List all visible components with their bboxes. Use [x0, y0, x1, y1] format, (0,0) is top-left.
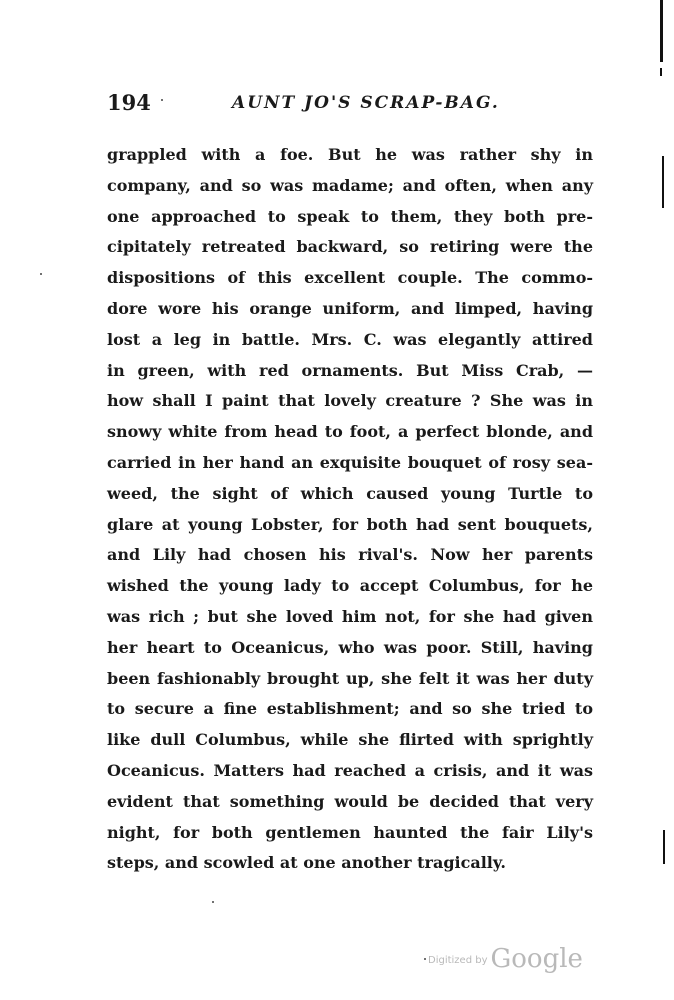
- page-edge-mark: [662, 156, 664, 208]
- page-number: 194: [107, 90, 151, 115]
- text-line: to secure a fine establishment; and so she tried to: [107, 699, 593, 719]
- running-head: AUNT JO'S SCRAP-BAG.: [232, 93, 500, 113]
- text-line: grappled with a foe. But he was rather shy in: [107, 145, 593, 164]
- text-line: like dull Columbus, while she flirted with sprightly: [107, 730, 593, 750]
- text-line: night, for both gentlemen haunted the fair Lily's: [107, 822, 593, 842]
- body-text: [107, 140, 593, 879]
- text-line: glare at young Lobster, for both had sent bouquets,: [107, 514, 593, 534]
- digitized-by-google-watermark: [428, 944, 583, 974]
- watermark-prefix: Digitized by: [428, 955, 488, 966]
- page-edge-mark: [660, 0, 663, 62]
- text-line: dore wore his orange uniform, and limped, having: [107, 298, 593, 318]
- scan-speck: [161, 99, 163, 101]
- text-line: her heart to Oceanicus, who was poor. Still, having: [107, 637, 593, 657]
- text-line: one approached to speak to them, they both pre-: [107, 206, 593, 226]
- text-line: evident that something would be decided that very: [107, 791, 593, 811]
- text-line: been fashionably brought up, she felt it was her duty: [107, 668, 593, 688]
- text-line: was rich ; but she loved him not, for she had given: [107, 606, 593, 626]
- google-logo-text: Google: [490, 944, 583, 974]
- text-line: snowy white from head to foot, a perfect blonde, and: [107, 422, 593, 442]
- text-line: wished the young lady to accept Columbus, for he: [107, 576, 593, 596]
- text-line: and Lily had chosen his rival's. Now her parents: [107, 545, 593, 565]
- text-line: cipitately retreated backward, so retiring were the: [107, 237, 593, 257]
- page-header: [107, 88, 593, 118]
- text-line: how shall I paint that lovely creature ? She was in: [107, 391, 593, 411]
- text-line: weed, the sight of which caused young Turtle to: [107, 483, 593, 503]
- text-line: dispositions of this excellent couple. The commo-: [107, 268, 593, 288]
- text-line: steps, and scowled at one another tragically.: [107, 853, 506, 873]
- scan-speck: [212, 901, 214, 903]
- page-edge-mark: [660, 68, 662, 76]
- text-line: lost a leg in battle. Mrs. C. was elegantly attired: [107, 329, 593, 349]
- text-line: Oceanicus. Matters had reached a crisis, and it was: [107, 760, 593, 780]
- text-line: company, and so was madame; and often, when any: [107, 175, 593, 195]
- scan-speck: [40, 273, 42, 275]
- scan-speck: [424, 958, 426, 960]
- text-line: in green, with red ornaments. But Miss Crab, —: [107, 360, 593, 380]
- text-line: carried in her hand an exquisite bouquet of rosy sea-: [107, 452, 593, 472]
- page-edge-mark: [663, 830, 665, 864]
